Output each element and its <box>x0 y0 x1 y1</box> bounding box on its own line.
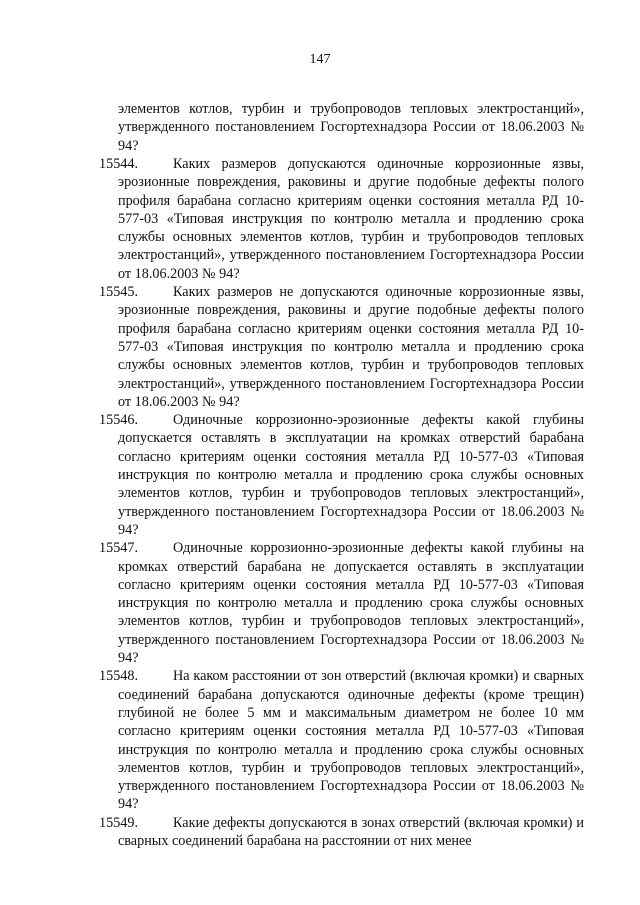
question-15548 <box>99 667 584 813</box>
question-number: 15549. <box>99 814 139 831</box>
question-number: 15545. <box>99 284 139 301</box>
question-number: 15546. <box>99 412 139 429</box>
question-15546 <box>99 411 584 539</box>
question-15549 <box>99 814 584 851</box>
continuation-text: элементов котлов, турбин и трубопроводов тепловых электростанций», утвержденного постановлением Госгортехнадзора России от 18.06.2003 № 94? <box>118 101 584 154</box>
question-15545 <box>99 283 584 411</box>
question-text: Каких размеров не допускаются одиночные коррозионные язвы, эрозионные повреждения, раковины и другие подобные дефекты полого профиля барабана согласно критериям оценки состояния металла РД 10-577-03 «Типовая инструкция по контролю металла и продлению срока службы основных элементов котлов, турбин и трубопроводов тепловых электростанций», утвержденного постановлением Госгортехнадзора России от 18.06.2003 № 94? <box>118 284 584 410</box>
question-number: 15544. <box>99 156 139 172</box>
page-number: 147 <box>309 52 331 67</box>
question-text: На каком расстоянии от зон отверстий (включая кромки) и сварных соединений барабана допускаются одиночные дефекты (кроме трещин) глубиной не более 5 мм и максимальным диаметром не более 10 мм согласно критериям оценки состояния металла РД 10-577-03 «Типовая инструкция по контролю металла и продлению срока службы основных элементов котлов, турбин и трубопроводов тепловых электростанций», утвержденного постановлением Госгортехнадзора России от 18.06.2003 № 94? <box>118 668 584 813</box>
question-text: Каких размеров допускаются одиночные коррозионные язвы, эрозионные повреждения, раковины и другие подобные дефекты полого профиля барабана согласно критериям оценки состояния металла РД 10-577-03 «Типовая инструкция по контролю металла и продлению срока службы основных элементов котлов, турбин и трубопроводов тепловых электростанций», утвержденного постановлением Госгортехнадзора России от 18.06.2003 № 94? <box>118 156 584 282</box>
question-15544 <box>99 155 584 283</box>
question-number: 15547. <box>99 540 139 557</box>
question-15547 <box>99 539 584 667</box>
question-list <box>99 155 584 850</box>
question-text: Какие дефекты допускаются в зонах отверстий (включая кромки) и сварных соединений барабана на расстоянии от них менее <box>118 814 584 849</box>
question-text: Одиночные коррозионно-эрозионные дефекты какой глубины на кромках отверстий барабана не допускается оставлять в эксплуатации согласно критериям оценки состояния металла РД 10-577-03 «Типовая инструкция по контролю металла и продлению срока службы основных элементов котлов, турбин и трубопроводов тепловых электростанций», утвержденного постановлением Госгортехнадзора России от 18.06.2003 № 94? <box>118 540 584 667</box>
question-number: 15548. <box>99 668 139 685</box>
question-text: Одиночные коррозионно-эрозионные дефекты какой глубины допускается оставлять в эксплуатации на кромках отверстий барабана согласно критериям оценки состояния металла РД 10-577-03 «Типовая инструкция по контролю металла и продлению срока службы основных элементов котлов, турбин и трубопроводов тепловых электростанций», утвержденного постановлением Госгортехнадзора России от 18.06.2003 № 94? <box>118 412 584 538</box>
